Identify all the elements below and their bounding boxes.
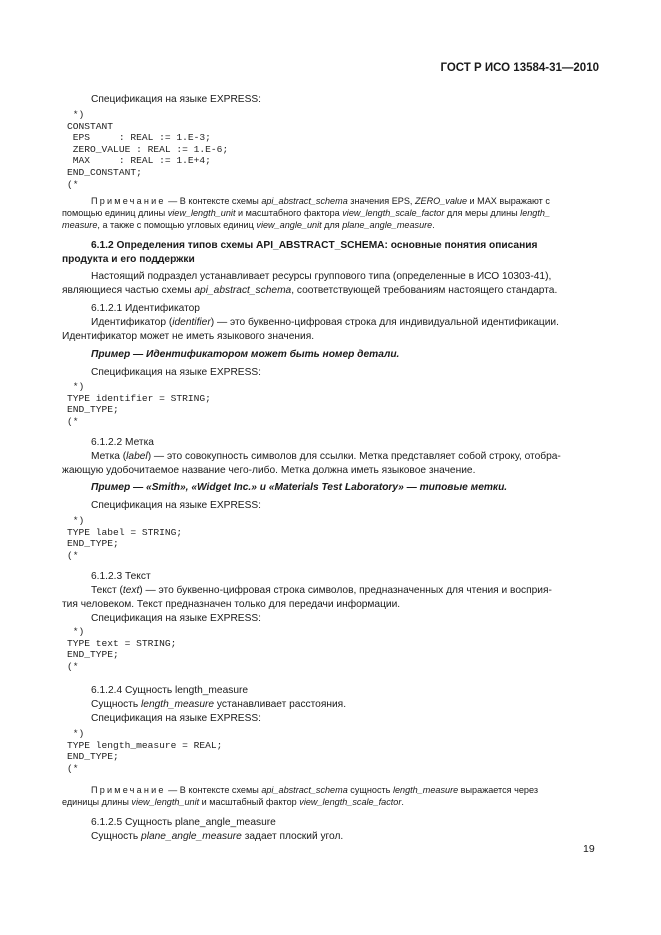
- note-text: значения EPS,: [347, 196, 415, 206]
- note-length-measure: [62, 784, 599, 808]
- para-text: задает плоский угол.: [241, 831, 344, 842]
- note-text: сущность: [347, 785, 393, 795]
- note-text: выражается через: [458, 785, 539, 795]
- identifier-definition: [91, 316, 559, 329]
- para-text: ) — это буквенно-цифровая строка для индивидуальной идентификации.: [210, 317, 559, 328]
- section-612-para: Настоящий подраздел устанавливает ресурсы группового типа (определенные в ИСО 10303-41),: [91, 271, 552, 282]
- spec-label: Спецификация на языке EXPRESS:: [91, 94, 262, 105]
- code-block-length-measure: *) TYPE length_measure = REAL; END_TYPE; (*: [67, 728, 223, 774]
- note-label: Примечание: [91, 785, 166, 795]
- para-term: api_abstract_schema: [194, 285, 292, 296]
- note-term: view_length_scale_factor: [342, 208, 445, 218]
- note-term: length_measure: [392, 785, 459, 795]
- note-text: для: [321, 220, 343, 230]
- note-term: view_angle_unit: [256, 220, 322, 230]
- note-term: length_: [520, 208, 551, 218]
- note-text: для меры длины: [444, 208, 521, 218]
- label-definition-cont: жающую удобочитаемое название чего-либо. Метка должна иметь языковое значение.: [62, 465, 476, 476]
- subsection-title-6122: 6.1.2.2 Метка: [91, 437, 154, 448]
- para-text: ) — это совокупность символов для ссылки. Метка представляет собой строку, отобра-: [147, 451, 561, 462]
- spec-label: Спецификация на языке EXPRESS:: [91, 500, 262, 511]
- code-block-label: *) TYPE label = STRING; END_TYPE; (*: [67, 515, 183, 561]
- text-definition: [91, 584, 552, 597]
- para-term: identifier: [172, 317, 211, 328]
- note-text: помощью единиц длины: [62, 208, 168, 218]
- note-text: и масштабный фактор: [199, 797, 300, 807]
- code-block-constant: *) CONSTANT EPS : REAL := 1.E-3; ZERO_VALUE : REAL := 1.E-6; MAX : REAL := 1.E+4; END_CONSTANT; (*: [67, 109, 229, 190]
- note-term: view_length_unit: [167, 208, 236, 218]
- note-text: единицы длины: [62, 797, 132, 807]
- subsection-title-6124: 6.1.2.4 Сущность length_measure: [91, 685, 249, 696]
- para-term: text: [122, 585, 140, 596]
- note-text: .: [401, 797, 404, 807]
- note-text: и MAX выражают с: [467, 196, 550, 206]
- subsection-title-6121: 6.1.2.1 Идентификатор: [91, 303, 200, 314]
- para-text: Идентификатор (: [91, 317, 173, 328]
- para-text: устанавливает расстояния.: [214, 699, 347, 710]
- note-text: и масштабного фактора: [235, 208, 343, 218]
- code-block-text: *) TYPE text = STRING; END_TYPE; (*: [67, 626, 177, 672]
- para-text: Метка (: [91, 451, 127, 462]
- para-text: ) — это буквенно-цифровая строка символов, предназначенных для чтения и восприя-: [139, 585, 552, 596]
- note-term: plane_angle_measure: [342, 220, 433, 230]
- note-text: — В контексте схемы: [165, 196, 262, 206]
- para-term: plane_angle_measure: [141, 831, 242, 842]
- length-measure-definition: [91, 698, 346, 711]
- plane-angle-definition: [91, 830, 343, 843]
- note-term: view_length_scale_factor: [299, 797, 402, 807]
- identifier-definition-cont: Идентификатор может не иметь языкового значения.: [62, 331, 315, 342]
- para-text: Сущность: [91, 699, 142, 710]
- para-term: length_measure: [141, 699, 215, 710]
- note-eps: [62, 195, 599, 231]
- note-text: .: [432, 220, 435, 230]
- note-term: api_abstract_schema: [261, 196, 348, 206]
- para-text: Сущность: [91, 831, 142, 842]
- label-example: Пример — «Smith», «Widget Inc.» и «Materials Test Laboratory» — типовые метки.: [91, 482, 508, 493]
- spec-label: Спецификация на языке EXPRESS:: [91, 613, 262, 624]
- note-term: ZERO_value: [414, 196, 468, 206]
- page-number: 19: [583, 843, 595, 855]
- document-header: ГОСТ Р ИСО 13584-31—2010: [440, 62, 599, 74]
- label-definition: [91, 450, 561, 463]
- subsection-title-6123: 6.1.2.3 Текст: [91, 571, 151, 582]
- note-label: Примечание: [91, 196, 166, 206]
- spec-label: Спецификация на языке EXPRESS:: [91, 713, 262, 724]
- identifier-example: Пример — Идентификатором может быть номер детали.: [91, 349, 400, 360]
- para-text: , соответствующей требованиям настоящего стандарта.: [291, 285, 558, 296]
- section-heading-612-cont: продукта и его поддержки: [62, 254, 195, 265]
- subsection-title-6125: 6.1.2.5 Сущность plane_angle_measure: [91, 817, 276, 828]
- para-term: label: [126, 451, 148, 462]
- note-term: api_abstract_schema: [261, 785, 348, 795]
- note-text: — В контексте схемы: [165, 785, 262, 795]
- para-text: Текст (: [91, 585, 123, 596]
- text-definition-cont: тия человеком. Текст предназначен только для передачи информации.: [62, 599, 401, 610]
- para-text: являющиеся частью схемы: [62, 285, 195, 296]
- note-term: view_length_unit: [131, 797, 200, 807]
- section-heading-612: 6.1.2 Определения типов схемы API_ABSTRACT_SCHEMA: основные понятия описания: [91, 240, 538, 251]
- code-block-identifier: *) TYPE identifier = STRING; END_TYPE; (*: [67, 381, 211, 427]
- spec-label: Спецификация на языке EXPRESS:: [91, 367, 262, 378]
- note-text: , а также с помощью угловых единиц: [97, 220, 257, 230]
- section-612-para-cont: [62, 284, 557, 297]
- note-term: measure: [62, 220, 98, 230]
